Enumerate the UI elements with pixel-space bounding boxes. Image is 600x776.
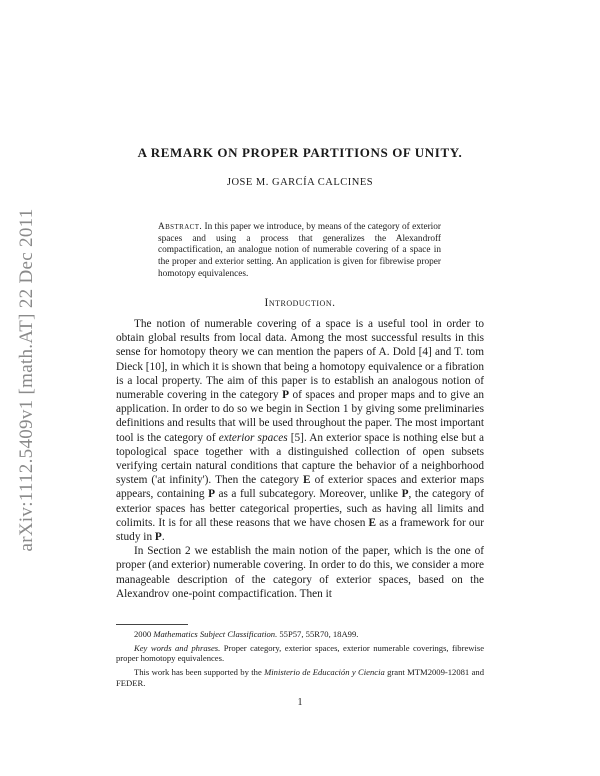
arxiv-stamp-text: arXiv:1112.5409v1 [math.AT] 22 Dec 2011 — [16, 208, 37, 552]
abstract-text: In this paper we introduce, by means of the category of exterior spaces and using a process that generalizes the Alexandroff compactification, an analogue notion of numerable covering of a space in the proper and exterior setting. An application is given for fibrewise proper homotopy equivalences. — [158, 222, 441, 279]
abstract — [158, 222, 441, 281]
paragraph-2: In Section 2 we establish the main notion of the paper, which is the one of proper (and exterior) numerable covering. In order to do this, we consider a more manageable description of the category of exterior spaces, based on the Alexandrov one-point compactification. Then it — [116, 545, 484, 600]
text-run: 55P57, 55R70, 18A99. — [277, 629, 359, 639]
page-number: 1 — [297, 697, 303, 708]
text-run: of exterior spaces and exterior maps appears, containing — [116, 474, 484, 501]
category-symbol: E — [303, 474, 311, 487]
footnote-support — [116, 667, 484, 688]
text-run: grant MTM2009-12081 and FEDER. — [116, 667, 484, 688]
footnote-rule — [116, 624, 188, 625]
footnote-keywords — [116, 643, 484, 664]
emphasis: Mathematics Subject Classification. — [153, 629, 278, 639]
body-text — [116, 317, 484, 601]
category-symbol: E — [368, 516, 377, 529]
text-run: This work has been supported by the — [134, 667, 265, 678]
emphasis: exterior spaces — [218, 431, 288, 444]
text-run: . — [161, 531, 165, 544]
category-symbol: P — [208, 488, 215, 501]
text-run: The notion of numerable covering of a space is a useful tool in order to obtain global results from local data. Among the most successful results in this sense for homotopy theory we can mention the papers of A. Dold [4] and T. tom Dieck [10], in which it is shown that being a homotopy equivalence or a fibration is a local property. The aim of this paper is to establish an analogous notion of numerable covering in the category — [116, 318, 484, 402]
emphasis: Key words and phrases. — [134, 642, 221, 653]
text-run: [5]. An exterior space is nothing else but a topological space together with a distinguished collection of open subsets verifying certain natural conditions that capture the behavior of a neighborhood system ('at infinity'). Then the category — [116, 431, 484, 487]
paragraph-1 — [116, 317, 484, 544]
text-run: as a framework for our study in — [116, 516, 484, 544]
text-run: , the category of exterior spaces has better categorical properties, such as having all limits and colimits. It is for all these reasons that we have chosen — [116, 488, 484, 529]
category-symbol: P — [154, 531, 162, 544]
footnote-msc — [116, 629, 484, 640]
arxiv-stamp — [14, 180, 40, 580]
section-title: Introduction. — [264, 297, 336, 309]
category-symbol: P — [282, 389, 289, 402]
abstract-label: Abstract. — [158, 222, 203, 232]
text-run: as a full subcategory. Moreover, unlike — [214, 488, 402, 501]
footnotes — [116, 629, 484, 692]
text-run: Proper category, exterior spaces, exterior numerable coverings, fibrewise proper homotopy equivalences. — [116, 642, 485, 664]
paper-title: A REMARK ON PROPER PARTITIONS OF UNITY. — [137, 145, 463, 160]
text-run: of spaces and proper maps and to give an application. In order to do so we begin in Section 1 by giving some preliminaries definitions and results that will be used throughout the paper. The most important tool is the category of — [116, 389, 484, 444]
text-run: 2000 — [134, 629, 154, 639]
emphasis: Ministerio de Educación y Ciencia — [264, 667, 385, 678]
category-symbol: P — [401, 488, 409, 501]
author-name: JOSE M. GARCÍA CALCINES — [226, 177, 374, 188]
